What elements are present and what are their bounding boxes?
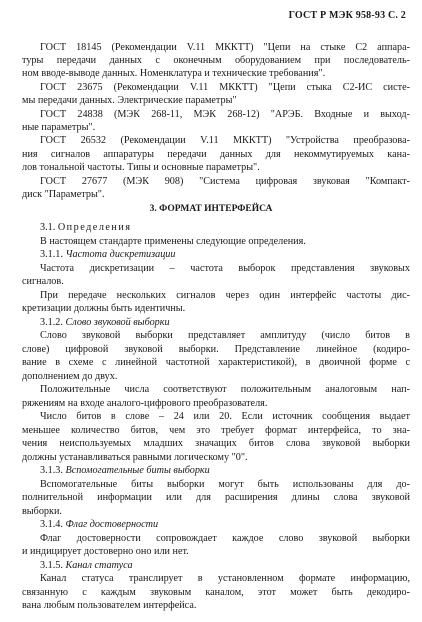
body-line: чения неиспользуемых младших значащих битов слова звуковой выборки (22, 438, 410, 449)
body-line: При передаче нескольких сигналов через один интерфейс частоты дис- (40, 290, 410, 301)
ref-line: ГОСТ 18145 (Рекомендации V.11 МККТТ) "Цепи на стыке С2 аппара- (40, 42, 410, 53)
body-line: В настоящем стандарте применены следующие определения. (40, 236, 306, 247)
term-title: Канал статуса (65, 560, 133, 571)
body-line: и индицирует достоверно оно или нет. (22, 546, 189, 557)
body-line: вана любым пользователем интерфейса. (22, 600, 197, 611)
ref-line: диск "Параметры". (22, 189, 105, 200)
term-title: Флаг достоверности (65, 519, 159, 530)
ref-line: ном вводе-выводе данных. Номенклатура и технические требования". (22, 68, 326, 79)
ref-line: ГОСТ 26532 (Рекомендации V.11 МККТТ) "Устройства преобразова- (40, 135, 410, 146)
body-line: дополнением до двух. (22, 371, 118, 382)
term-number: 3.1.2. (40, 317, 63, 328)
body-line: должны устанавливаться равными логическому "0". (22, 452, 248, 463)
body-line: связанную с каждым звуковым каналом, этот может быть декодиро- (22, 587, 410, 598)
term-number: 3.1.5. (40, 560, 63, 571)
term-heading (40, 559, 133, 572)
subsection-heading (40, 221, 132, 234)
subsection-title: Определения (57, 222, 132, 233)
body-line: полнительной информации или для расширения длины слова звуковой (22, 492, 410, 503)
ref-line: лов тональной частоты. Типы и основные параметры". (22, 162, 260, 173)
ref-line: туры передачи данных с оконечным оборудованием при последователь- (22, 55, 410, 66)
term-number: 3.1.1. (40, 249, 63, 260)
body-line: Слово звуковой выборки представляет амплитуду (число битов в (40, 330, 410, 341)
term-title: Слово звуковой выборки (65, 317, 170, 328)
body-line: Флаг достоверности сопровождает каждое слово звуковой выборки (40, 533, 410, 544)
body-line: вание в схеме с линейной частотной характеристикой), в двоичной форме с (22, 357, 410, 368)
term-heading (40, 464, 210, 477)
body-line: слове) цифровой звуковой выборки. Представление линейное (кодиро- (22, 344, 410, 355)
term-title: Вспомогательные биты выборки (65, 465, 210, 476)
body-line: кретизации должны быть идентичны. (22, 303, 186, 314)
body-line: Вспомогательные биты выборки могут быть использованы для до- (40, 479, 410, 490)
ref-line: ГОСТ 27677 (МЭК 908) "Система цифровая звуковая "Компакт- (40, 176, 410, 187)
ref-line: ные параметры". (22, 122, 96, 133)
term-heading (40, 316, 170, 329)
term-heading (40, 518, 158, 531)
body-line: Канал статуса транслирует в установленном формате информацию, (40, 573, 410, 584)
ref-line: ГОСТ 23675 (Рекомендации V.11 МККТТ) "Цепи стыка С2-ИС систе- (40, 82, 410, 93)
body-line: Число битов в слове – 24 или 20. Если источник сообщения выдает (40, 411, 410, 422)
section-title: 3. ФОРМАТ ИНТЕРФЕЙСА (149, 204, 273, 214)
body-line: Положительные числа соответствуют положительным аналоговым нап- (40, 384, 410, 395)
subsection-number: 3.1. (40, 222, 56, 233)
ref-line: ГОСТ 24838 (МЭК 268-11, МЭК 268-12) "АРЭБ. Входные и выход- (40, 109, 410, 120)
body-line: меньшее количество битов, чем это требует формат интерфейса, то зна- (22, 425, 410, 436)
body-line: Частота дискретизации – частота выборок представления звуковых (40, 263, 410, 274)
body-line: ряжениям на входе аналого-цифрового преобразователя. (22, 398, 268, 409)
term-title: Частота дискретизации (65, 249, 176, 260)
term-number: 3.1.4. (40, 519, 63, 530)
ref-line: ния сигналов аппаратуры передачи данных для некоммутируемых кана- (22, 149, 410, 160)
term-heading (40, 248, 176, 261)
ref-line: мы передачи данных. Электрические параметры" (22, 95, 237, 106)
page-header: ГОСТ Р МЭК 958-93 С. 2 (288, 10, 406, 21)
term-number: 3.1.3. (40, 465, 63, 476)
body-line: выборки. (22, 506, 62, 517)
body-line: сигналов. (22, 276, 64, 287)
